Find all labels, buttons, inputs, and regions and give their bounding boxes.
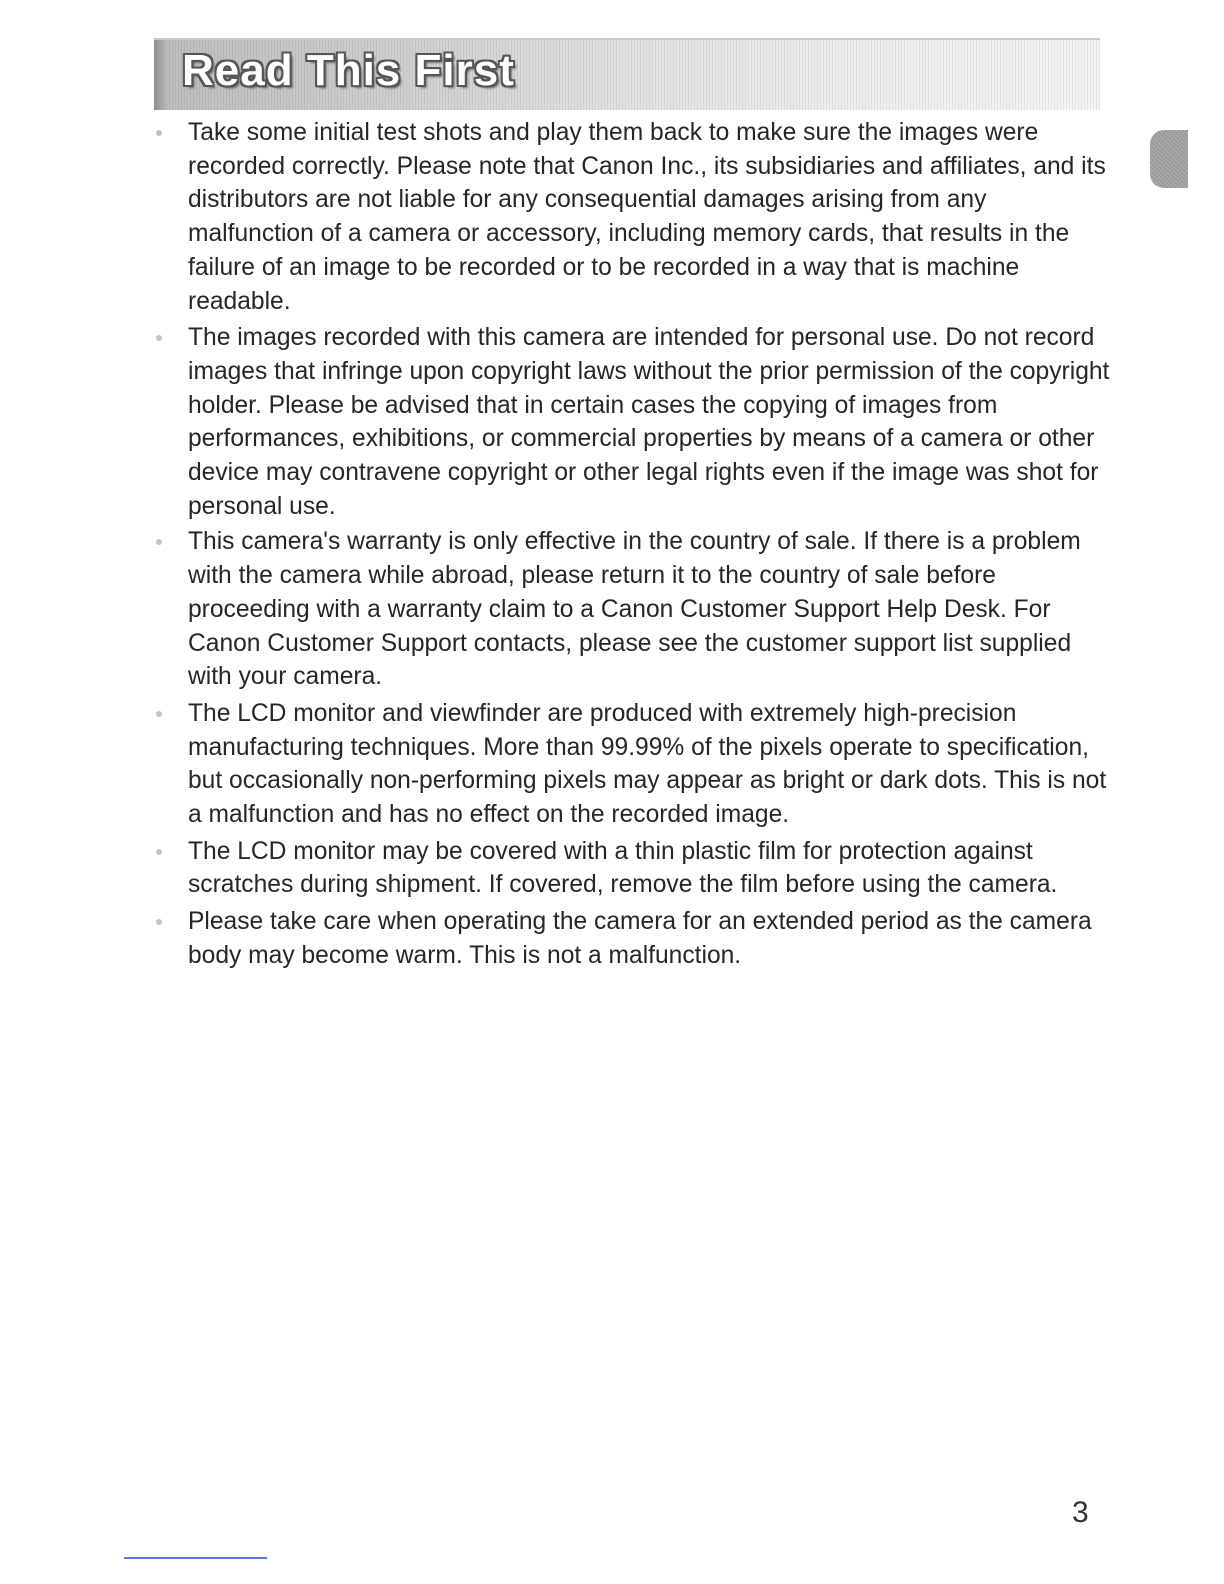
bullet-dot-icon bbox=[156, 130, 162, 136]
note-item bbox=[150, 525, 1110, 694]
note-item bbox=[150, 905, 1110, 972]
bullet-dot-icon bbox=[156, 335, 162, 341]
note-text: Take some initial test shots and play them back to make sure the images were recorded correctly. Please note that Canon Inc., its subsidiaries and affiliates, and its distributors are not liable for any consequential damages arising from any malfunction of a camera or accessory, including memory cards, that results in the failure of an image to be recorded or to be recorded in a way that is machine readable. bbox=[188, 119, 1106, 315]
bullet-dot-icon bbox=[156, 849, 162, 855]
note-item bbox=[150, 116, 1110, 318]
banner-edge bbox=[154, 40, 168, 110]
title-banner bbox=[154, 38, 1100, 110]
page-title: Read This First bbox=[182, 46, 515, 95]
note-text: Please take care when operating the camera for an extended period as the camera body may become warm. This is not a malfunction. bbox=[188, 908, 1092, 969]
note-item bbox=[150, 835, 1110, 902]
note-text: The LCD monitor and viewfinder are produced with extremely high-precision manufacturing techniques. More than 99.99% of the pixels operate to specification, but occasionally non-performing pixels may appear as bright or dark dots. This is not a malfunction and has no effect on the recorded image. bbox=[188, 699, 1107, 829]
notes-list bbox=[150, 116, 1110, 976]
note-text: The LCD monitor may be covered with a thin plastic film for protection against scratches during shipment. If covered, remove the film before using the camera. bbox=[188, 837, 1058, 899]
bullet-dot-icon bbox=[156, 539, 162, 545]
bullet-dot-icon bbox=[156, 711, 162, 717]
footer-rule bbox=[124, 1557, 267, 1559]
note-text: The images recorded with this camera are intended for personal use. Do not record images that infringe upon copyright laws without the prior permission of the copyright holder. Please be advised that in certain cases the copying of images from performances, exhibitions, or commercial properties by means of a camera or other device may contravene copyright or other legal rights even if the image was shot for personal use. bbox=[188, 324, 1110, 520]
section-tab-marker bbox=[1150, 130, 1188, 188]
bullet-dot-icon bbox=[156, 919, 162, 925]
note-text: This camera's warranty is only effective in the country of sale. If there is a problem with the camera while abroad, please return it to the country of sale before proceeding with a warranty claim to a Canon Customer Support Help Desk. For Canon Customer Support contacts, please see the customer support list supplied with your camera. bbox=[188, 528, 1081, 691]
note-item bbox=[150, 321, 1110, 523]
note-item bbox=[150, 697, 1110, 832]
page-number: 3 bbox=[1072, 1496, 1089, 1529]
